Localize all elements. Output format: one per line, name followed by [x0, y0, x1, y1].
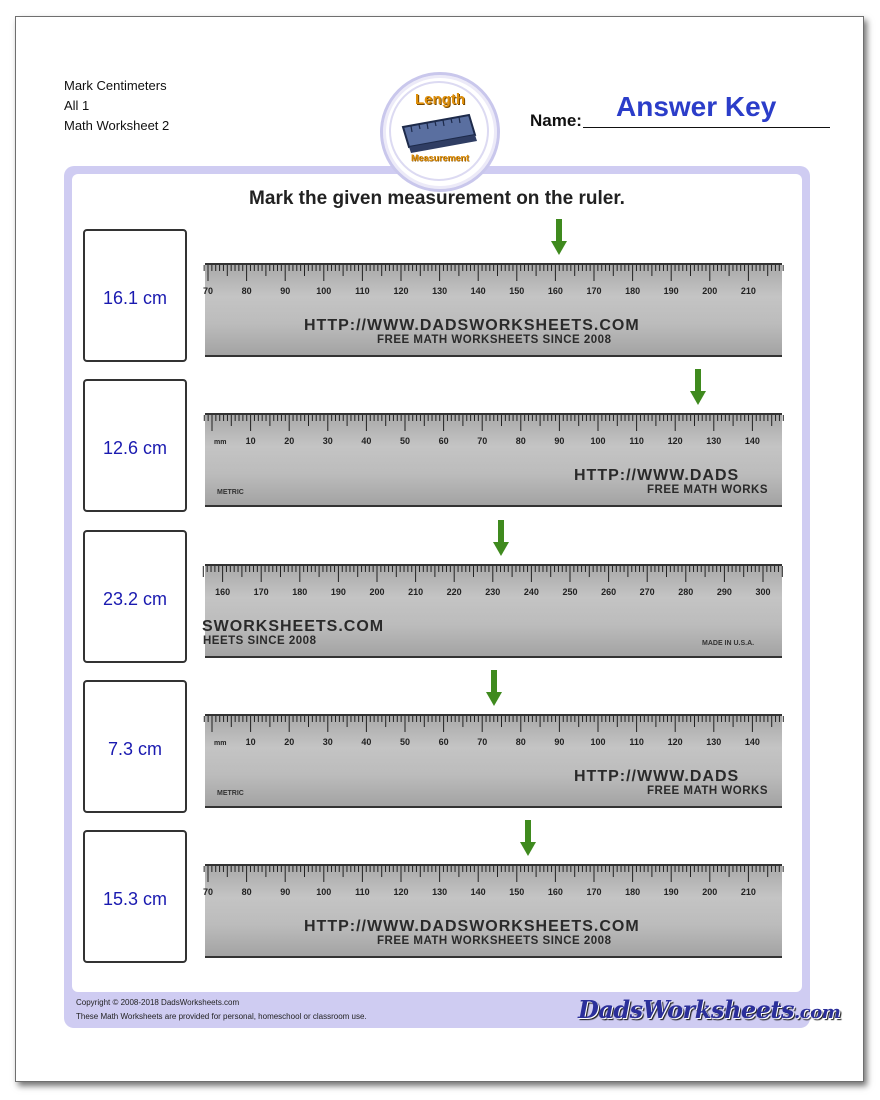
ruler-tick-label: 30	[322, 736, 333, 747]
answer-arrow-icon	[690, 369, 706, 405]
ruler-tick-label: 100	[316, 887, 332, 898]
ruler-tick-label: 130	[706, 436, 722, 447]
dadsworksheets-logo: DadsWorksheets.com	[578, 995, 841, 1024]
ruler-tick-label: 260	[601, 586, 617, 597]
ruler-tick-label: 190	[330, 586, 346, 597]
measurement-label: 16.1 cm	[102, 288, 168, 308]
ruler-tick-label: 60	[438, 436, 449, 447]
ruler-tick-label: 140	[744, 436, 760, 447]
ruler-tick-label: 10	[245, 436, 256, 447]
ruler-tick-label: 120	[393, 286, 409, 296]
ruler-tick-label: 160	[547, 286, 563, 296]
measurement-box	[83, 530, 187, 663]
ruler-tick-label: 280	[678, 586, 694, 597]
ruler-tick-label: 220	[446, 586, 462, 597]
ruler-imprint-subtitle: FREE MATH WORKS	[647, 784, 769, 797]
ruler-tick-label: 130	[706, 736, 722, 747]
ruler-tick-label: 70	[202, 286, 214, 296]
ruler-imprint-url: HTTP://WWW.DADS	[574, 467, 740, 485]
ruler-tick-label: 60	[438, 736, 449, 747]
ruler-corner-label: MADE IN U.S.A.	[702, 639, 755, 647]
ruler-corner-label: METRIC	[217, 789, 244, 797]
answer-arrow-icon	[493, 520, 509, 556]
ruler-tick-label: 200	[702, 286, 718, 296]
ruler-tick-label: 80	[515, 736, 526, 747]
copyright-text: Copyright © 2008-2018 DadsWorksheets.com	[76, 998, 240, 1007]
answer-arrow-icon	[520, 820, 536, 856]
ruler[interactable]	[202, 564, 782, 658]
name-field-line	[583, 127, 830, 128]
ruler-tick-label: 180	[625, 286, 641, 296]
ruler-tick-label: 290	[716, 586, 732, 597]
ruler-tick-label: 40	[361, 736, 372, 747]
ruler-tick-label: 210	[408, 586, 424, 597]
ruler-tick-label: 10	[245, 736, 256, 747]
measurement-box	[83, 680, 187, 813]
worksheet-number: Math Worksheet 2	[64, 118, 170, 133]
instructions: Mark the given measurement on the ruler.	[249, 188, 625, 209]
ruler-imprint-subtitle: FREE MATH WORKS	[647, 484, 769, 497]
ruler-tick-label: 230	[485, 586, 501, 597]
ruler-tick-label: 20	[284, 436, 295, 447]
ruler-tick-label: 160	[547, 887, 563, 898]
ruler-tick-label: 50	[399, 736, 411, 747]
ruler-tick-label: 180	[292, 586, 308, 597]
ruler-tick-label: 110	[629, 736, 644, 747]
ruler-tick-label: 40	[361, 436, 372, 447]
ruler-tick-label: 210	[740, 887, 756, 898]
ruler-tick-label: 140	[470, 887, 486, 898]
ruler-tick-label: 190	[663, 887, 679, 898]
ruler-imprint-url: HTTP://WWW.DADS	[574, 767, 740, 785]
ruler-tick-label: 300	[755, 586, 771, 597]
worksheet-title: Mark Centimeters	[64, 78, 167, 93]
measurement-box	[83, 229, 187, 362]
answer-arrow-icon	[486, 670, 502, 706]
measurement-box	[83, 379, 187, 512]
measurement-box	[83, 830, 187, 963]
ruler-tick-label: 100	[316, 286, 332, 296]
ruler-icon	[399, 111, 481, 153]
ruler-tick-label: 90	[280, 286, 291, 296]
ruler-tick-label: 80	[241, 286, 252, 296]
ruler-tick-label: 190	[663, 286, 679, 296]
name-label: Name:	[530, 111, 582, 130]
worksheet-set: All 1	[64, 98, 90, 113]
badge-subtitle: Measurement	[410, 153, 470, 163]
ruler-tick-label: 110	[629, 436, 644, 447]
ruler-tick-label: 140	[470, 286, 486, 296]
ruler-tick-label: 120	[667, 736, 683, 747]
ruler-tick-label: 110	[355, 286, 370, 296]
ruler-tick-label: 150	[509, 286, 525, 296]
ruler-tick-label: 70	[477, 736, 488, 747]
measurement-label: 12.6 cm	[102, 438, 168, 459]
measurement-label: 23.2 cm	[102, 588, 168, 609]
ruler-tick-label: 100	[590, 736, 606, 747]
ruler-tick-label: 90	[554, 436, 565, 447]
ruler-imprint-subtitle: HEETS SINCE 2008	[203, 634, 317, 647]
ruler-tick-label: 270	[639, 586, 655, 597]
usage-notice: These Math Worksheets are provided for personal, homeschool or classroom use.	[76, 1012, 367, 1021]
ruler-tick-label: 20	[284, 736, 295, 747]
ruler-tick-label: 210	[740, 286, 756, 296]
ruler-tick-label: 180	[625, 887, 641, 898]
ruler[interactable]	[205, 714, 782, 808]
ruler[interactable]	[205, 413, 782, 507]
measurement-label: 7.3 cm	[107, 738, 163, 759]
ruler-unit-label: mm	[214, 739, 227, 747]
ruler-tick-label: 240	[523, 586, 539, 597]
ruler-tick-label: 170	[586, 887, 602, 898]
badge-title: Length	[415, 91, 465, 108]
ruler-tick-label: 100	[590, 436, 606, 447]
ruler-imprint-subtitle: FREE MATH WORKSHEETS SINCE 2008	[377, 935, 612, 948]
ruler[interactable]	[202, 864, 782, 958]
ruler-tick-label: 250	[562, 586, 578, 597]
ruler-tick-label: 130	[432, 887, 448, 898]
ruler-corner-label: METRIC	[217, 489, 244, 497]
measurement-label: 15.3 cm	[102, 889, 168, 910]
ruler-tick-label: 140	[744, 736, 760, 747]
ruler-imprint-subtitle: FREE MATH WORKSHEETS SINCE 2008	[377, 334, 612, 346]
ruler-tick-label: 170	[253, 586, 269, 597]
ruler-tick-label: 30	[322, 436, 333, 447]
ruler-tick-label: 170	[586, 286, 602, 296]
ruler-tick-label: 70	[477, 436, 488, 447]
ruler-tick-label: 90	[554, 736, 565, 747]
ruler-tick-label: 80	[515, 436, 526, 447]
ruler-tick-label: 150	[509, 887, 525, 898]
ruler-tick-label: 120	[393, 887, 409, 898]
ruler[interactable]	[202, 263, 782, 357]
ruler-tick-label: 110	[355, 887, 370, 898]
ruler-tick-label: 120	[667, 436, 683, 447]
answer-key-text: Answer Key	[616, 91, 777, 122]
ruler-imprint-url: HTTP://WWW.DADSWORKSHEETS.COM	[304, 918, 640, 936]
ruler-unit-label: mm	[214, 439, 227, 447]
answer-arrow-icon	[551, 219, 567, 255]
ruler-tick-label: 200	[702, 887, 718, 898]
ruler-imprint-url: SWORKSHEETS.COM	[202, 617, 385, 635]
ruler-tick-label: 130	[432, 286, 448, 296]
ruler-tick-label: 70	[202, 887, 214, 898]
ruler-tick-label: 80	[241, 887, 252, 898]
ruler-tick-label: 90	[280, 887, 291, 898]
ruler-tick-label: 200	[369, 586, 385, 597]
ruler-imprint-url: HTTP://WWW.DADSWORKSHEETS.COM	[304, 317, 640, 334]
length-measurement-badge	[380, 72, 500, 192]
ruler-tick-label: 50	[399, 436, 411, 447]
ruler-tick-label: 160	[215, 586, 231, 597]
